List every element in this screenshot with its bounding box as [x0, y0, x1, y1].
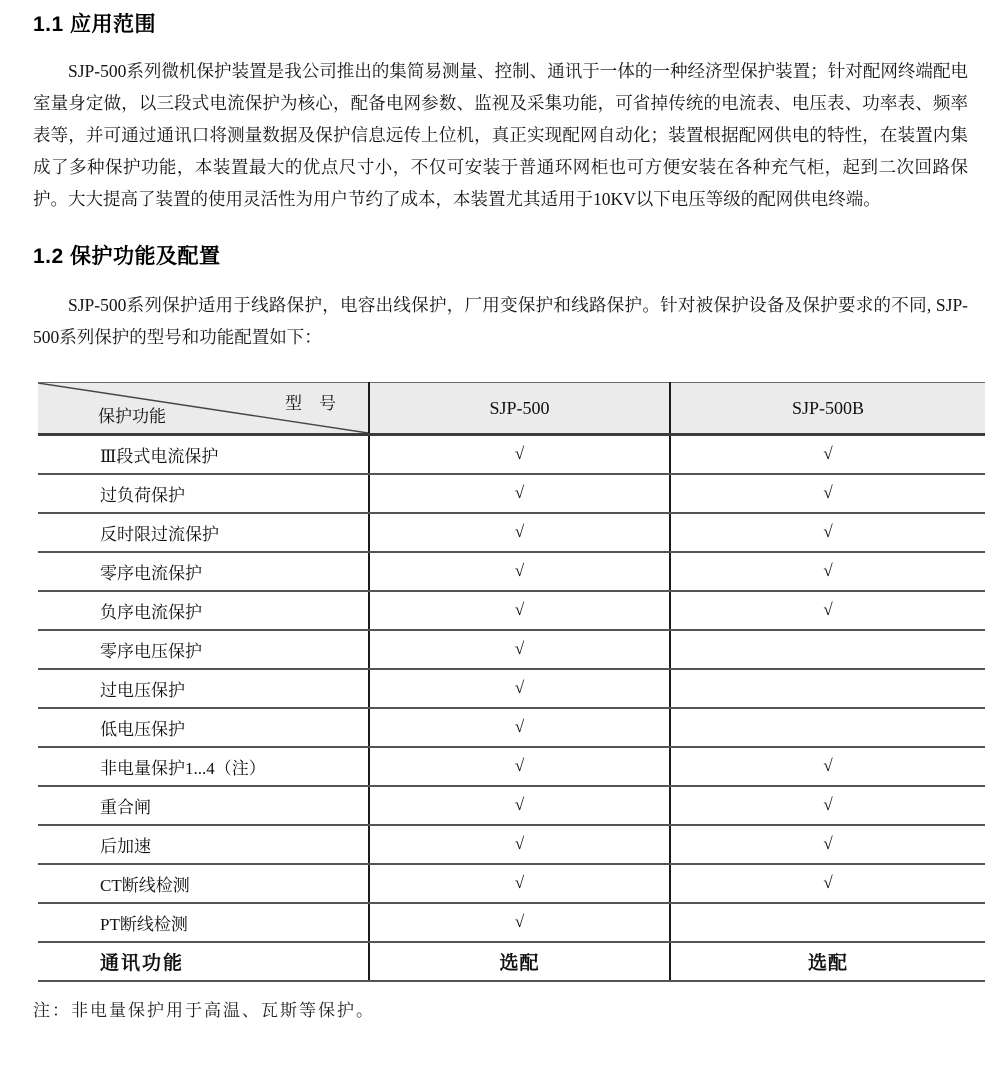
- feature-cell: 零序电流保护: [38, 552, 369, 591]
- sjp500b-value-cell: √: [670, 747, 985, 786]
- sjp500-value-cell: √: [369, 474, 670, 513]
- feature-cell: Ⅲ段式电流保护: [38, 435, 369, 474]
- sjp500b-value-cell: √: [670, 474, 985, 513]
- footnote: 注：非电量保护用于高温、瓦斯等保护。: [33, 1000, 375, 1020]
- sjp500-value-cell: 选配: [369, 942, 670, 981]
- sjp500-value-cell: √: [369, 747, 670, 786]
- table-body: [38, 435, 985, 981]
- sjp500b-value-cell: √: [670, 591, 985, 630]
- sjp500b-value-cell: √: [670, 786, 985, 825]
- sjp500-value-cell: √: [369, 435, 670, 474]
- table-row: [38, 435, 985, 474]
- feature-cell: 负序电流保护: [38, 591, 369, 630]
- corner-model-label: 型 号: [285, 394, 336, 413]
- feature-cell: 重合闸: [38, 786, 369, 825]
- sjp500b-value-cell: [670, 630, 985, 669]
- sjp500-value-cell: √: [369, 864, 670, 903]
- feature-cell: 非电量保护1...4（注）: [38, 747, 369, 786]
- sjp500b-value-cell: √: [670, 513, 985, 552]
- column-header-sjp500b: SJP-500B: [670, 383, 985, 435]
- sjp500b-value-cell: [670, 708, 985, 747]
- protection-config-table: [38, 382, 985, 982]
- section-2-heading: 1.2 保护功能及配置: [33, 245, 221, 268]
- feature-cell: PT断线检测: [38, 903, 369, 942]
- section-1-heading: 1.1 应用范围: [33, 13, 157, 36]
- table-row: [38, 630, 985, 669]
- table-row: [38, 474, 985, 513]
- sjp500b-value-cell: √: [670, 435, 985, 474]
- table-row: [38, 942, 985, 981]
- table-row: [38, 669, 985, 708]
- sjp500b-value-cell: [670, 903, 985, 942]
- sjp500-value-cell: √: [369, 903, 670, 942]
- sjp500b-value-cell: √: [670, 825, 985, 864]
- sjp500-value-cell: √: [369, 825, 670, 864]
- table-row: [38, 747, 985, 786]
- table-row: [38, 903, 985, 942]
- sjp500-value-cell: √: [369, 552, 670, 591]
- table-header-row: [38, 383, 985, 435]
- sjp500b-value-cell: [670, 669, 985, 708]
- feature-cell: 通讯功能: [38, 942, 369, 981]
- sjp500-value-cell: √: [369, 513, 670, 552]
- feature-cell: 后加速: [38, 825, 369, 864]
- diagonal-corner-cell: [38, 383, 369, 435]
- column-header-sjp500: SJP-500: [369, 383, 670, 435]
- feature-cell: CT断线检测: [38, 864, 369, 903]
- sjp500-value-cell: √: [369, 630, 670, 669]
- table-row: [38, 708, 985, 747]
- table-row: [38, 864, 985, 903]
- corner-feature-label: 保护功能: [98, 407, 166, 426]
- section-2-paragraph: SJP-500系列保护适用于线路保护，电容出线保护，厂用变保护和线路保护。针对被保护设备及保护要求的不同, SJP-500系列保护的型号和功能配置如下：: [33, 295, 968, 347]
- sjp500b-value-cell: √: [670, 864, 985, 903]
- table-row: [38, 786, 985, 825]
- sjp500b-value-cell: 选配: [670, 942, 985, 981]
- feature-cell: 过负荷保护: [38, 474, 369, 513]
- sjp500b-value-cell: √: [670, 552, 985, 591]
- feature-cell: 过电压保护: [38, 669, 369, 708]
- sjp500-value-cell: √: [369, 669, 670, 708]
- sjp500-value-cell: √: [369, 591, 670, 630]
- table-row: [38, 513, 985, 552]
- table-row: [38, 552, 985, 591]
- table-row: [38, 825, 985, 864]
- feature-cell: 低电压保护: [38, 708, 369, 747]
- sjp500-value-cell: √: [369, 786, 670, 825]
- table-row: [38, 591, 985, 630]
- sjp500-value-cell: √: [369, 708, 670, 747]
- feature-cell: 零序电压保护: [38, 630, 369, 669]
- section-1-paragraph: SJP-500系列微机保护装置是我公司推出的集简易测量、控制、通讯于一体的一种经济型保护装置；针对配网终端配电室量身定做，以三段式电流保护为核心，配备电网参数、监视及采集功能，可省掉传统的电流表、电压表、功率表、频率表等，并可通过通讯口将测量数据及保护信息远传上位机，真正实现配网自动化；装置根据配网供电的特性，在装置内集成了多种保护功能，本装置最大的优点尺寸小，不仅可安装于普通环网柜也可方便安装在各种充气柜，起到二次回路保护。大大提高了装置的使用灵活性为用户节约了成本，本装置尤其适用于10KV以下电压等级的配网供电终端。: [33, 61, 968, 209]
- feature-cell: 反时限过流保护: [38, 513, 369, 552]
